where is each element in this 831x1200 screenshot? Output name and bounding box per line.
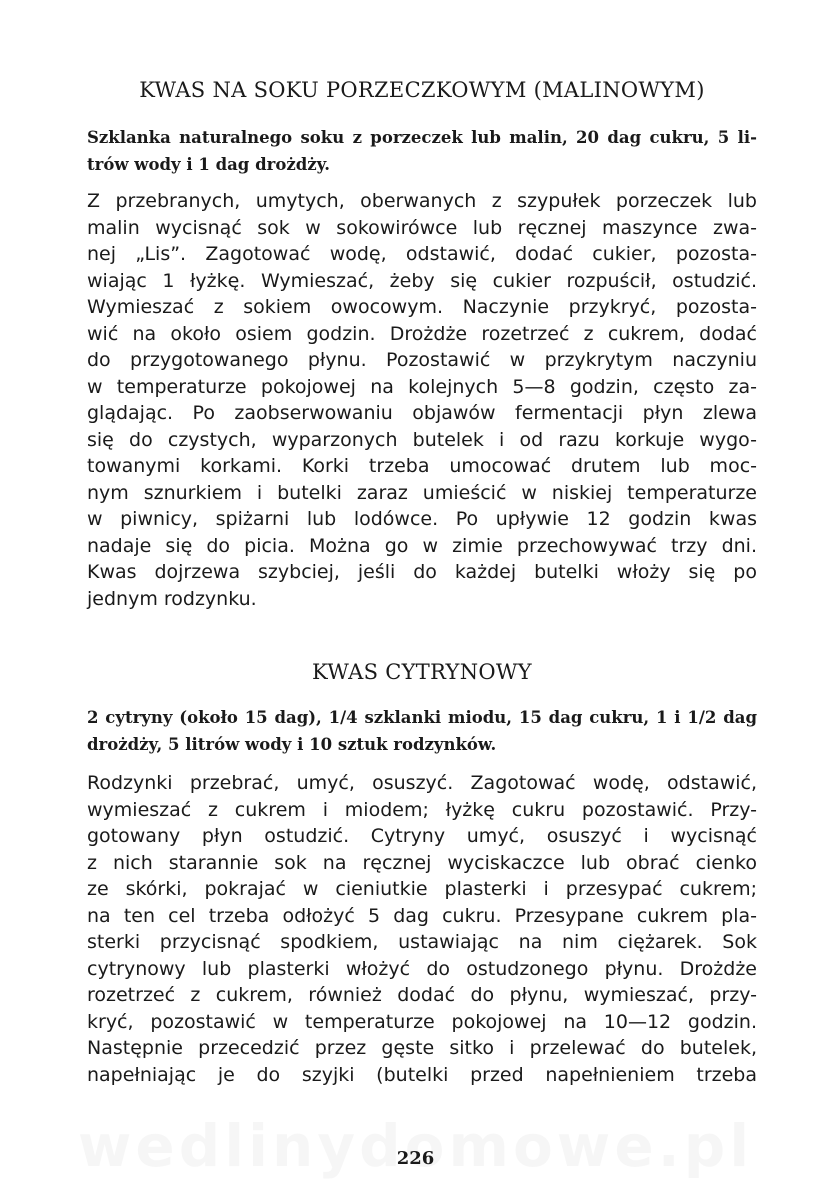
recipe-instructions-currant-kvass bbox=[87, 188, 757, 612]
text-line: Z przebranych, umytych, oberwanych z szypułek porzeczek lub bbox=[87, 190, 757, 212]
text-line: na ten cel trzeba odłożyć 5 dag cukru. Przesypane cukrem pla- bbox=[87, 904, 757, 927]
ingredients-line: trów wody i 1 dag drożdży. bbox=[87, 154, 331, 174]
text-line: w temperaturze pokojowej na kolejnych 5—8 godzin, często za- bbox=[87, 375, 757, 398]
recipe-title-lemon-kvass: KWAS CYTRYNOWY bbox=[312, 660, 532, 684]
book-page bbox=[87, 0, 757, 1200]
ingredients-currant-kvass bbox=[87, 127, 757, 180]
ingredients-line: drożdży, 5 litrów wody i 10 sztuk rodzynków. bbox=[87, 734, 497, 754]
text-line: glądając. Po zaobserwowaniu objawów fermentacji płyn zlewa bbox=[87, 402, 757, 424]
text-line: z nich starannie sok na ręcznej wyciskaczce lub obrać cienko bbox=[87, 851, 757, 874]
text-line: nadaje się do picia. Można go w zimie przechowywać trzy dni. bbox=[87, 534, 757, 557]
text-line: malin wycisnąć sok w sokowirówce lub ręcznej maszynce zwa- bbox=[87, 216, 757, 239]
text-line: wymieszać z cukrem i miodem; łyżkę cukru pozostawić. Przy- bbox=[87, 798, 757, 821]
ingredients-line: Szklanka naturalnego soku z porzeczek lub malin, 20 dag cukru, 5 li- bbox=[87, 128, 757, 147]
text-line: ze skórki, pokrajać w cieniutkie plasterki i przesypać cukrem; bbox=[87, 878, 757, 900]
text-line: wiając 1 łyżkę. Wymieszać, żeby się cukier rozpuścił, ostudzić. bbox=[87, 269, 757, 292]
text-line: sterki przycisnąć spodkiem, ustawiając na nim ciężarek. Sok bbox=[87, 931, 757, 953]
text-line: się do czystych, wyparzonych butelek i od razu korkuje wygo- bbox=[87, 428, 757, 451]
ingredients-line: 2 cytryny (około 15 dag), 1/4 szklanki miodu, 15 dag cukru, 1 i 1/2 dag bbox=[87, 708, 757, 727]
text-line: Kwas dojrzewa szybciej, jeśli do każdej butelki włoży się po bbox=[87, 561, 757, 583]
text-line: rozetrzeć z cukrem, również dodać do płynu, wymieszać, przy- bbox=[87, 984, 757, 1006]
page-number: 226 bbox=[396, 1148, 435, 1169]
recipe-instructions-lemon-kvass bbox=[87, 770, 757, 1088]
text-line: nej „Lis”. Zagotować wodę, odstawić, dodać cukier, pozosta- bbox=[87, 243, 757, 265]
text-line: w piwnicy, spiżarni lub lodówce. Po upływie 12 godzin kwas bbox=[87, 508, 757, 530]
text-line: jednym rodzynku. bbox=[87, 587, 257, 610]
text-line: towanymi korkami. Korki trzeba umocować drutem lub moc- bbox=[87, 455, 757, 477]
text-line: napełniając je do szyjki (butelki przed napełnieniem trzeba bbox=[87, 1063, 757, 1086]
text-line: Rodzynki przebrać, umyć, osuszyć. Zagotować wodę, odstawić, bbox=[87, 772, 757, 794]
text-line: kryć, pozostawić w temperaturze pokojowej na 10—12 godzin. bbox=[87, 1010, 757, 1033]
text-line: Następnie przecedzić przez gęste sitko i przelewać do butelek, bbox=[87, 1037, 757, 1059]
recipe-title-currant-kvass: KWAS NA SOKU PORZECZKOWYM (MALINOWYM) bbox=[139, 78, 705, 102]
text-line: Wymieszać z sokiem owocowym. Naczynie przykryć, pozosta- bbox=[87, 296, 757, 318]
text-line: wić na około osiem godzin. Drożdże rozetrzeć z cukrem, dodać bbox=[87, 322, 757, 345]
text-line: cytrynowy lub plasterki włożyć do ostudzonego płynu. Drożdże bbox=[87, 957, 757, 980]
ingredients-lemon-kvass bbox=[87, 707, 757, 760]
text-line: do przygotowanego płynu. Pozostawić w przykrytym naczyniu bbox=[87, 349, 757, 371]
text-line: nym sznurkiem i butelki zaraz umieścić w niskiej temperaturze bbox=[87, 481, 757, 504]
watermark bbox=[0, 1112, 831, 1180]
text-line: gotowany płyn ostudzić. Cytryny umyć, osuszyć i wycisnąć bbox=[87, 825, 757, 847]
